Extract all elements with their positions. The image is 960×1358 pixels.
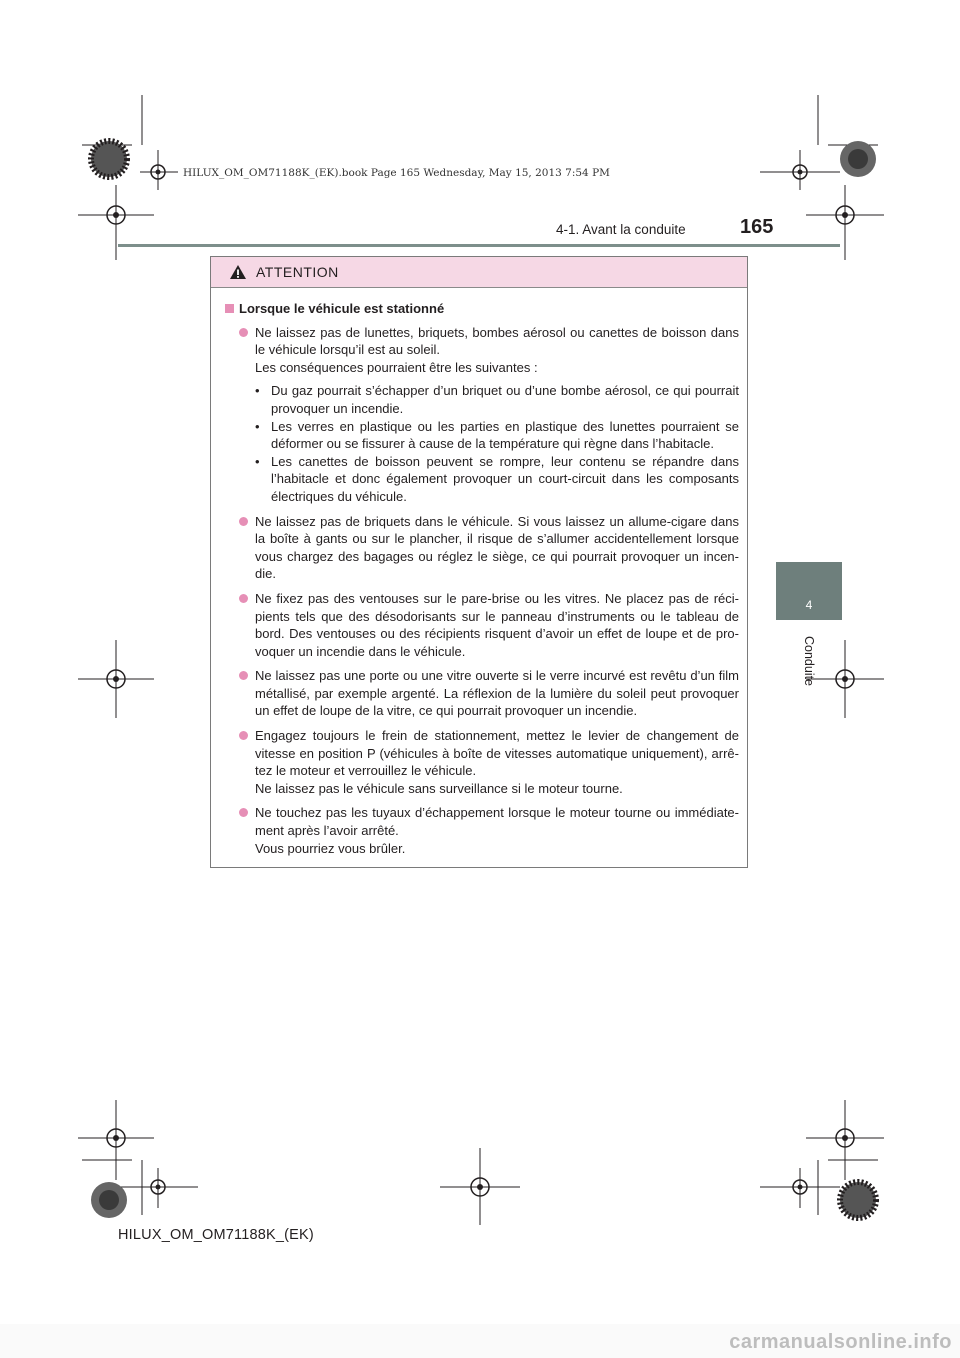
bullet-text: Ne fixez pas des ventouses sur le pare-brise ou les vitres. Ne placez pas de réci-pients tels que des désodorisants sur le panneau d’instruments ou le tableau de bord. Des ventouses ou des récipients risquent d’avoir un effet de loupe et de pro-voquer un incendie dans le véhicule. — [255, 590, 739, 659]
bullet-text: Vous pourriez vous brûler. — [255, 840, 406, 856]
bullet-text: Ne laissez pas de lunettes, briquets, bombes aérosol ou canettes de boisson dans le véhicule lorsqu’il est au soleil. — [255, 324, 739, 358]
book-info: HILUX_OM_OM71188K_(EK).book Page 165 Wednesday, May 15, 2013 7:54 PM — [183, 167, 610, 179]
circle-bullet-icon — [239, 328, 248, 337]
sub-item-text: Du gaz pourrait s’échapper d’un briquet ou d’une bombe aérosol, ce qui pourrait provoquer un incendie. — [271, 383, 739, 416]
list-item — [239, 667, 739, 720]
caution-body — [211, 288, 747, 857]
watermark-text: carmanualsonline.info — [729, 1331, 952, 1353]
circle-bullet-icon — [239, 808, 248, 817]
bullet-text: Les conséquences pourraient être les suivantes : — [255, 359, 538, 375]
page-number: 165 — [740, 216, 774, 238]
circle-bullet-icon — [239, 517, 248, 526]
section-title: 4-1. Avant la conduite — [556, 222, 686, 237]
sub-item-text: Les verres en plastique ou les parties en plastique des lunettes pourraient se déformer ou se fissurer à cause de la température qui règne dans l’habitacle. — [271, 418, 739, 452]
watermark — [0, 1324, 960, 1358]
subheading-text: Lorsque le véhicule est stationné — [239, 301, 445, 316]
bullet-text: Ne touchez pas les tuyaux d’échappement lorsque le moteur tourne ou immédiate-ment après l’avoir arrêté. — [255, 805, 739, 839]
chapter-number: 4 — [805, 598, 813, 612]
sub-list-item: • Du gaz pourrait s’échapper d’un briquet ou d’une bombe aérosol, ce qui pourrait provoquer un incendie. — [255, 383, 739, 416]
sub-list — [255, 382, 739, 505]
chapter-tab — [776, 562, 842, 620]
footer-code: HILUX_OM_OM71188K_(EK) — [118, 1227, 314, 1243]
list-item — [239, 513, 739, 583]
warning-icon — [229, 264, 247, 280]
list-item — [239, 804, 739, 857]
circle-bullet-icon — [239, 731, 248, 740]
circle-bullet-icon — [239, 671, 248, 680]
square-bullet-icon — [225, 304, 234, 313]
list-item — [239, 590, 739, 660]
header-rule — [118, 244, 840, 247]
list-item — [239, 324, 739, 506]
chapter-label: Conduite — [802, 635, 816, 687]
sub-list-item: • Les verres en plastique ou les parties en plastique des lunettes pourraient se déformer ou se fissurer à cause de la température qui règne dans l’habitacle. — [255, 418, 739, 452]
caution-header — [211, 257, 747, 288]
bullet-text: Ne laissez pas une porte ou une vitre ouverte si le verre incurvé est revêtu d’un film métallisé, par exemple argenté. La réflexion de la lumière du soleil peut provoquer un effet de loupe de la vitre, ce qui pourrait provoquer un incendie. — [255, 668, 739, 719]
sub-list-item: • Les canettes de boisson peuvent se rompre, leur contenu se répandre dans l’habitacle et donc également provoquer un court-circuit dans les composants électriques du véhicule. — [255, 453, 739, 504]
sub-item-text: Les canettes de boisson peuvent se rompre, leur contenu se répandre dans l’habitacle et donc également provoquer un court-circuit dans les composants électriques du véhicule. — [271, 453, 739, 504]
bullet-text: Engagez toujours le frein de stationnement, mettez le levier de changement de vitesse en position P (véhicules à boîte de vitesses automatique uniquement), arrê-tez le moteur et verrouillez le véhicule. — [255, 728, 739, 779]
circle-bullet-icon — [239, 594, 248, 603]
caution-box — [210, 256, 748, 868]
list-item — [239, 727, 739, 797]
bullet-text: Ne laissez pas de briquets dans le véhicule. Si vous laissez un allume-cigare dans la boîte à gants ou sur le plancher, il risque de s’allumer accidentellement lorsque vous chargez des bagages ou réglez le siège, ce qui pourrait provoquer un incen-die. — [255, 513, 739, 582]
caution-title: ATTENTION — [256, 264, 339, 280]
bullet-text: Ne laissez pas le véhicule sans surveillance si le moteur tourne. — [255, 780, 623, 796]
caution-subheading — [225, 300, 739, 318]
